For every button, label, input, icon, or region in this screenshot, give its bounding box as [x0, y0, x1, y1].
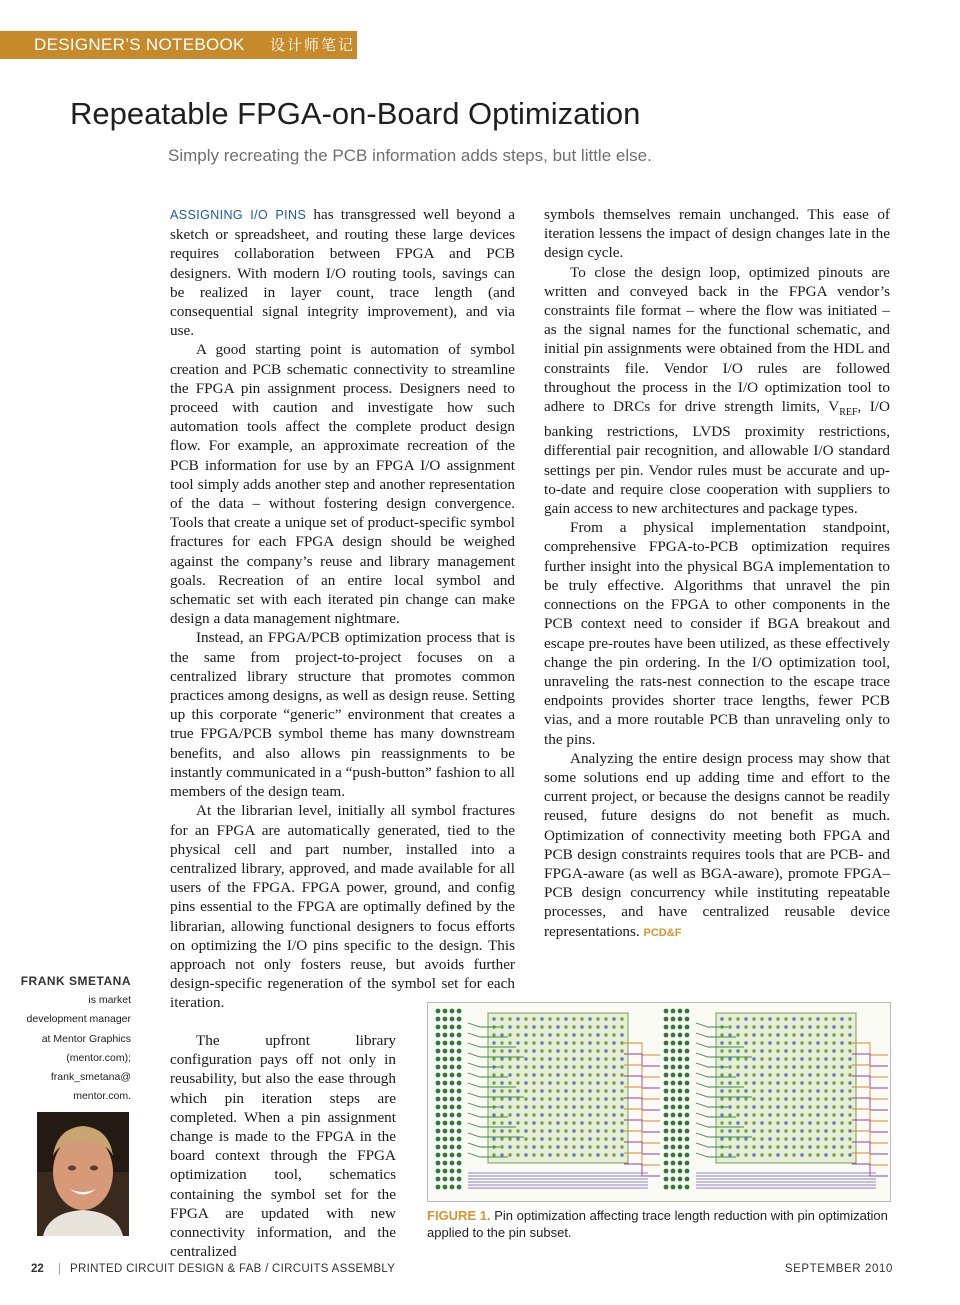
issue-date: SEPTEMBER 2010 [784, 1263, 893, 1275]
author-photo [37, 1112, 129, 1236]
author-bio-line: is market [88, 994, 131, 1007]
paragraph [544, 749, 890, 943]
figure-caption [427, 1207, 897, 1241]
page-footer [31, 1263, 893, 1279]
publication-name: PRINTED CIRCUIT DESIGN & FAB / CIRCUITS ASSEMBLY [70, 1263, 396, 1275]
author-email: mentor.com. [73, 1090, 131, 1103]
author-bio [10, 972, 131, 1106]
paragraph: Instead, an FPGA/PCB optimization process that is the same from project-to-project focuses on a centralized library structure that promotes common practices among designs, as well as design reuse. Setting up this corporate “generic” environment that creates a true FPGA/PCB symbol theme has many downstream benefits, and also allows pin reassignments to be instantly communicated in a “push-button” fashion to all members of the design team. [170, 629, 516, 801]
section-banner [0, 31, 357, 59]
figure-caption-text: Pin optimization affecting trace length reduction with pin optimization applied to the pin subset. [427, 1208, 888, 1240]
article-title: Repeatable FPGA-on-Board Optimization [70, 96, 641, 131]
section-label: DESIGNER’S NOTEBOOK [34, 35, 245, 54]
page-number: 22 [31, 1263, 44, 1275]
author-email: frank_smetana@ [50, 1071, 131, 1084]
paragraph: symbols themselves remain unchanged. This ease of iteration lessens the impact of design changes late in the design cycle. [544, 206, 890, 262]
body-column-left [170, 205, 515, 1013]
paragraph-text: has transgressed well beyond a sketch or spreadsheet, and routing these large devices requires collaboration between FPGA and PCB designers. With modern I/O routing tools, savings can be realized in layer count, trace length (and consequential signal integrity improvement), and via use. [170, 206, 516, 340]
body-column-left-narrow [170, 1031, 396, 1261]
author-name: FRANK SMETANA [20, 974, 131, 988]
section-label-chinese: 设计师笔记 [270, 36, 356, 54]
footer-separator: | [58, 1263, 61, 1275]
paragraph: A good starting point is automation of symbol creation and PCB schematic connectivity to streamline the FPGA pin assignment process. Designers need to proceed with caution and investigate how such automation tools affect the complete product design flow. For example, an approximate recreation of the PCB information for use by an FPGA I/O assignment tool simply adds another step and another representation of the data – without fostering design convergence. Tools that create a unique set of product-specific symbol fractures for each FPGA design should be weighed against the company’s reuse and library management goals. Recreation of an entire local symbol and schematic set with each iterated pin change can make design a data management nightmare. [170, 341, 515, 628]
figure-label: FIGURE 1. [427, 1208, 491, 1223]
figure-pcb-layout [427, 1002, 891, 1202]
paragraph [544, 263, 890, 519]
paragraph: From a physical implementation standpoint, comprehensive FPGA-to-PCB optimization requires further insight into the physical BGA implementation to be truly effective. Algorithms that unravel the pin connections on the FPGA to other components in the PCB context need to consider if BGA breakout and escape pre-routes have been utilized, as these effectively change the pin ordering. In the I/O optimization tool, unraveling the rats-nest connection to the escape trace endpoints provides shorter trace lengths, fewer PCB vias, and a more routable PCB than unraveling only to the pins. [544, 519, 890, 748]
paragraph-text: Analyzing the entire design process may show that some solutions end up adding time and effort to the current project, or because the designs cannot be readily reused, future designs do not benefit as much. Optimization of connectivity meeting both FPGA and PCB design constraints requires tools that are PCB- and FPGA-aware (as well as BGA-aware), promote FPGA–PCB design concurrency while instituting repeatable processes, and have centralized reusable device representations. [544, 749, 890, 940]
body-column-right [544, 205, 890, 943]
article-subtitle: Simply recreating the PCB information adds steps, but little else. [168, 146, 652, 165]
author-bio-line: (mentor.com); [66, 1051, 131, 1064]
end-mark: PCD&F [643, 926, 682, 939]
subscript: REF [839, 407, 858, 419]
author-bio-line: at Mentor Graphics [41, 1032, 131, 1045]
paragraph: The upfront library configuration pays off not only in reusability, but also the ease through which pin iteration steps are completed. When a pin assignment change is made to the FPGA in the board context through the FPGA optimization tool, schematics containing the symbol set for the FPGA are updated with new connectivity information, and the centralized [170, 1032, 396, 1261]
paragraph [170, 205, 515, 340]
run-in-heading: ASSIGNING I/O PINS [170, 208, 307, 222]
author-bio-line: development manager [26, 1013, 131, 1026]
paragraph: At the librarian level, initially all symbol fractures for an FPGA are automatically generated, tied to the physical cell and part number, installed into a centralized library, approved, and made available for all users of the FPGA. FPGA power, ground, and config pins essential to the FPGA are optimally defined by the librarian, allowing functional designers to focus efforts on optimizing the I/O pins specific to the design. This approach not only fosters reuse, but avoids further design-specific regeneration of the symbol set for each iteration. [170, 802, 515, 1012]
paragraph-text: , I/O banking restrictions, LVDS proximity restrictions, differential pair recognition, and allowable I/O standard settings per pin. Vendor rules must be accurate and up-to-date and require close cooperation with suppliers to gain access to new architectures and package types. [544, 398, 890, 518]
paragraph-text: To close the design loop, optimized pinouts are written and conveyed back in the FPGA vendor’s constraints file format – where the flow was initiated – as the signal names for the functional schematic, and initial pin assignments were obtained from the HDL and constraints file. Vendor I/O rules are followed throughout the process in the I/O optimization tool to adhere to DRCs for drive strength limits, V [544, 263, 890, 416]
